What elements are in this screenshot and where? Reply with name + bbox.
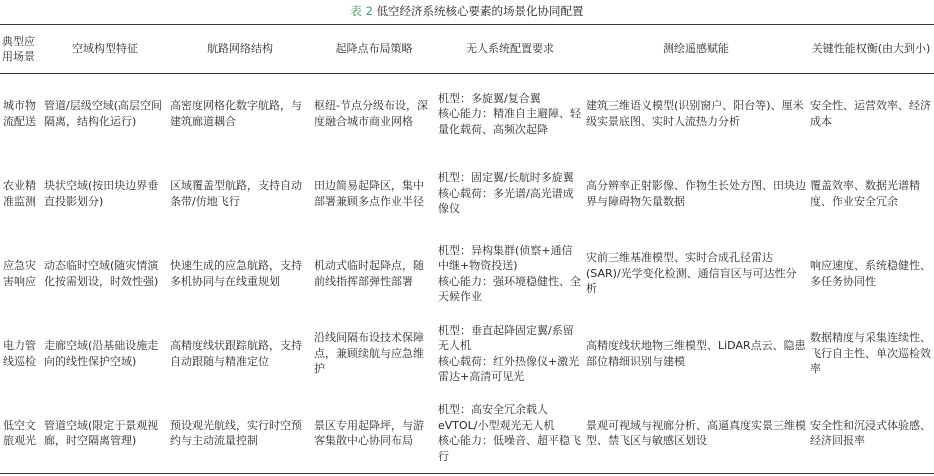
cell-route: 预设观光航线，实行时空预约与主动流量控制 xyxy=(168,394,312,474)
cell-tradeoff: 响应速度、系统稳健性、多任务协同性 xyxy=(810,259,931,288)
table-body xyxy=(0,74,934,474)
cell-landing: 景区专用起降坪，与游客集散中心协同布局 xyxy=(312,394,436,474)
cell-tradeoff: 数据精度与采集连续性、飞行自主性、单次巡检效率 xyxy=(810,331,931,376)
cell-route: 区域覆盖型航路，支持自动条带/仿地飞行 xyxy=(170,179,302,208)
cell-survey: 景观可视域与视廊分析、高逼真度实景三维模型、禁飞区与敏感区划设 xyxy=(584,394,808,474)
table-header-row xyxy=(0,25,934,74)
cell-uas: 机型：高安全冗余载人eVTOL/小型观光无人机 核心能力：低噪音、超平稳飞行 xyxy=(436,394,584,474)
cell-scenario: 农业精准监测 xyxy=(3,179,36,208)
header-tradeoff: 关键性能权衡(由大到小) xyxy=(808,25,934,74)
table-row xyxy=(0,154,934,234)
cell-tradeoff: 覆盖效率、数据光谱精度、作业安全冗余 xyxy=(810,179,920,208)
table-row xyxy=(0,74,934,154)
cell-tradeoff: 安全性和沉浸式体验感、经济回报率 xyxy=(808,394,934,474)
cell-scenario: 应急灾害响应 xyxy=(3,259,36,288)
table-row xyxy=(0,394,934,474)
cell-landing: 机动式临时起降点，随前线指挥部弹性部署 xyxy=(314,259,424,288)
cell-survey: 高分辨率正射影像、作物生长处方图、田块边界与障碍物矢量数据 xyxy=(586,179,806,208)
header-airspace: 空域构型特征 xyxy=(42,25,168,74)
caption-number: 2 xyxy=(365,4,373,18)
caption-label: 表 xyxy=(350,4,362,18)
table-row xyxy=(0,234,934,314)
cell-uas: 机型：多旋翼/复合翼 核心能力：精准自主避障、轻量化载荷、高频次起降 xyxy=(438,91,581,136)
header-route: 航路网络结构 xyxy=(168,25,312,74)
header-scenario: 典型应用场景 xyxy=(0,25,42,74)
cell-survey: 高精度线状地物三维模型、LiDAR点云、隐患部位精细识别与建模 xyxy=(586,339,806,368)
cell-airspace: 动态临时空域(随灾情演化按需划设，时效性强) xyxy=(44,259,159,288)
cell-landing: 田边简易起降区，集中部署兼顾多点作业半径 xyxy=(314,179,424,208)
cell-landing: 枢纽-节点分级布设，深度融合城市商业网格 xyxy=(314,99,428,128)
cell-uas: 机型：固定翼/长航时多旋翼 核心载荷：多光谱/高光谱成像仪 xyxy=(438,171,574,216)
cell-airspace: 块状空域(按田块边界垂直投影划分) xyxy=(44,179,159,208)
table-caption xyxy=(0,2,934,20)
cell-scenario: 低空文旅观光 xyxy=(0,394,42,474)
cell-route: 高精度线状跟踪航路，支持自动跟随与精准定位 xyxy=(170,339,302,368)
cell-scenario: 电力管线巡检 xyxy=(3,339,36,368)
cell-airspace: 管道/层级空域(高层空间隔离，结构化运行) xyxy=(44,99,162,128)
cell-survey: 建筑三维语义模型(识别窗户、阳台等)、厘米级实景底图、实时人流热力分析 xyxy=(586,99,804,128)
cell-uas: 机型：垂直起降固定翼/系留无人机 核心载荷：红外热像仪+激光雷达+高清可见光 xyxy=(438,323,580,383)
cell-tradeoff: 安全性、运营效率、经济成本 xyxy=(810,99,931,128)
table-row xyxy=(0,314,934,394)
header-uas: 无人系统配置要求 xyxy=(436,25,584,74)
cell-scenario: 城市物流配送 xyxy=(3,99,36,128)
cell-route: 快速生成的应急航路，支持多机协同与在线重规划 xyxy=(170,259,302,288)
header-landing: 起降点布局策略 xyxy=(312,25,436,74)
scenario-config-table xyxy=(0,24,934,474)
cell-route: 高密度网格化数字航路，与建筑廊道耦合 xyxy=(170,99,302,128)
header-survey: 测绘遥感赋能 xyxy=(584,25,808,74)
cell-uas: 机型：异构集群(侦察+通信中继+物资投送) 核心能力：强环境稳健性、全天候作业 xyxy=(438,243,581,303)
cell-airspace: 管道空域(限定于景观视廊，时空隔离管理) xyxy=(42,394,168,474)
cell-survey: 灾前三维基准模型、实时合成孔径雷达(SAR)/光学变化检测、通信盲区与可达性分析 xyxy=(586,251,797,296)
cell-landing: 沿线间隔布设技术保障点，兼顾续航与应急维护 xyxy=(314,331,424,376)
caption-title: 低空经济系统核心要素的场景化协同配置 xyxy=(376,4,584,18)
cell-airspace: 走廊空域(沿基础设施走向的线性保护空域) xyxy=(44,339,159,368)
